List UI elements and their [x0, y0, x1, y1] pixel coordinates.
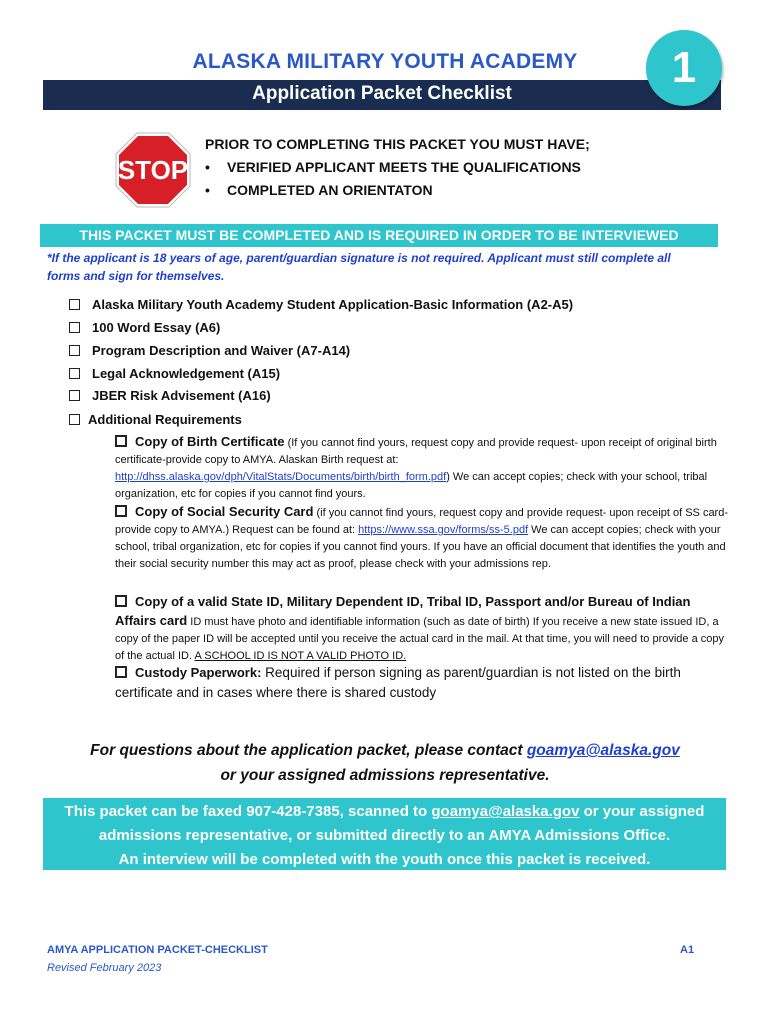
- checklist-label: Additional Requirements: [88, 412, 242, 427]
- submission-suffix: or your assigned admissions representative, or submitted directly to an AMYA Admissions Office.: [98, 803, 705, 844]
- checklist-label: Alaska Military Youth Academy Student Application-Basic Information (A2-A5): [92, 297, 574, 312]
- checkbox[interactable]: [69, 299, 80, 310]
- checkbox[interactable]: [69, 390, 80, 401]
- custody-text: Required if person signing as parent/guardian is not listed on the birth certificate and in cases where there is shared custody: [115, 665, 681, 700]
- page-number-badge: 1: [646, 30, 722, 106]
- social-security-label: Copy of Social Security Card: [135, 504, 314, 519]
- social-security-item: [115, 503, 730, 573]
- prerequisites-heading: PRIOR TO COMPLETING THIS PACKET YOU MUST HAVE;: [205, 136, 590, 152]
- submission-text: [43, 800, 726, 872]
- checklist-item[interactable]: [69, 297, 573, 312]
- footer-revision: Revised February 2023: [47, 962, 162, 974]
- contact-note: [0, 738, 770, 788]
- photo-id-item: [115, 593, 730, 665]
- custody-item: [115, 663, 730, 703]
- photo-id-label: Copy of a valid State ID, Military Dependent ID, Tribal ID, Passport and/or Bureau of Indian Affairs card: [115, 594, 691, 628]
- birth-certificate-label: Copy of Birth Certificate: [135, 434, 285, 449]
- prerequisite-item: • VERIFIED APPLICANT MEETS THE QUALIFICATIONS: [205, 159, 581, 175]
- prerequisite-text: COMPLETED AN ORIENTATON: [227, 182, 433, 198]
- checkbox[interactable]: [69, 368, 80, 379]
- school-id-warning: A SCHOOL ID IS NOT A VALID PHOTO ID.: [194, 650, 407, 662]
- checkbox[interactable]: [115, 435, 127, 447]
- custody-label: Custody Paperwork:: [135, 665, 262, 680]
- interview-note: An interview will be completed with the youth once this packet is received.: [118, 851, 651, 868]
- checkbox[interactable]: [69, 414, 80, 425]
- checkbox[interactable]: [115, 595, 127, 607]
- age-note: *If the applicant is 18 years of age, parent/guardian signature is not required. Applicant must still complete all forms and sign for themselves.: [47, 251, 671, 283]
- ss5-form-link[interactable]: https://www.ssa.gov/forms/ss-5.pdf: [358, 524, 529, 536]
- checkbox[interactable]: [115, 505, 127, 517]
- social-security-text-2: We can accept copies; check with your school, tribal organization, etc for copies if you cannot find yours. If you have an official document that identifies the youth and their social security number this may act as proof, please check with your admissions rep.: [115, 524, 726, 570]
- footer-title: AMYA APPLICATION PACKET-CHECKLIST: [47, 944, 268, 956]
- footer-page-number: A1: [680, 944, 695, 956]
- checklist-label: Program Description and Waiver (A7-A14): [92, 343, 351, 358]
- checklist-item[interactable]: [69, 343, 350, 358]
- prerequisite-text: VERIFIED APPLICANT MEETS THE QUALIFICATIONS: [227, 159, 581, 175]
- checklist-item[interactable]: [69, 412, 242, 427]
- page-subtitle: Application Packet Checklist: [252, 83, 512, 104]
- birth-certificate-text: (If you cannot find yours, request copy and provide request- upon receipt of original birth certificate-provide copy to AMYA. Alaskan Birth request at:: [115, 437, 717, 466]
- page-title: ALASKA MILITARY YOUTH ACADEMY: [192, 50, 578, 73]
- checkbox[interactable]: [115, 666, 127, 678]
- birth-certificate-item: [115, 433, 730, 503]
- birth-form-link[interactable]: http://dhss.alaska.gov/dph/VitalStats/Documents/birth/birth_form.pdf: [115, 471, 447, 483]
- submission-email-link[interactable]: goamya@alaska.gov: [431, 803, 580, 820]
- photo-id-text: ID must have photo and identifiable information (such as date of birth) If you receive a new state issued ID, a copy of the paper ID will be accepted until you receive the actual card in the mail. At that time, you will need to provide a copy of the actual ID.: [115, 616, 725, 662]
- social-security-text: (if you cannot find yours, request copy and provide request- upon receipt of SS card-provide copy to AMYA.) Request can be found at:: [115, 507, 728, 536]
- checkbox[interactable]: [69, 322, 80, 333]
- checklist-item[interactable]: [69, 366, 280, 381]
- checklist-item[interactable]: [69, 388, 271, 403]
- stop-sign-text: STOP: [117, 155, 189, 185]
- contact-prefix: For questions about the application packet, please contact: [90, 742, 527, 759]
- contact-email-link[interactable]: goamya@alaska.gov: [526, 742, 680, 759]
- checkbox[interactable]: [69, 345, 80, 356]
- requirement-banner-text: THIS PACKET MUST BE COMPLETED AND IS REQUIRED IN ORDER TO BE INTERVIEWED: [79, 227, 679, 243]
- prerequisite-item: • COMPLETED AN ORIENTATON: [205, 182, 433, 198]
- contact-line-2: or your assigned admissions representative.: [220, 767, 550, 784]
- checklist-label: 100 Word Essay (A6): [92, 320, 221, 335]
- stop-sign-icon: [115, 132, 191, 208]
- submission-prefix: This packet can be faxed 907-428-7385, scanned to: [64, 803, 432, 820]
- birth-certificate-text-2: ) We can accept copies; check with your school, tribal organization, etc for copies if you cannot find yours.: [115, 471, 708, 500]
- checklist-label: Legal Acknowledgement (A15): [92, 366, 281, 381]
- checklist-label: JBER Risk Advisement (A16): [92, 388, 271, 403]
- checklist-item[interactable]: [69, 320, 220, 335]
